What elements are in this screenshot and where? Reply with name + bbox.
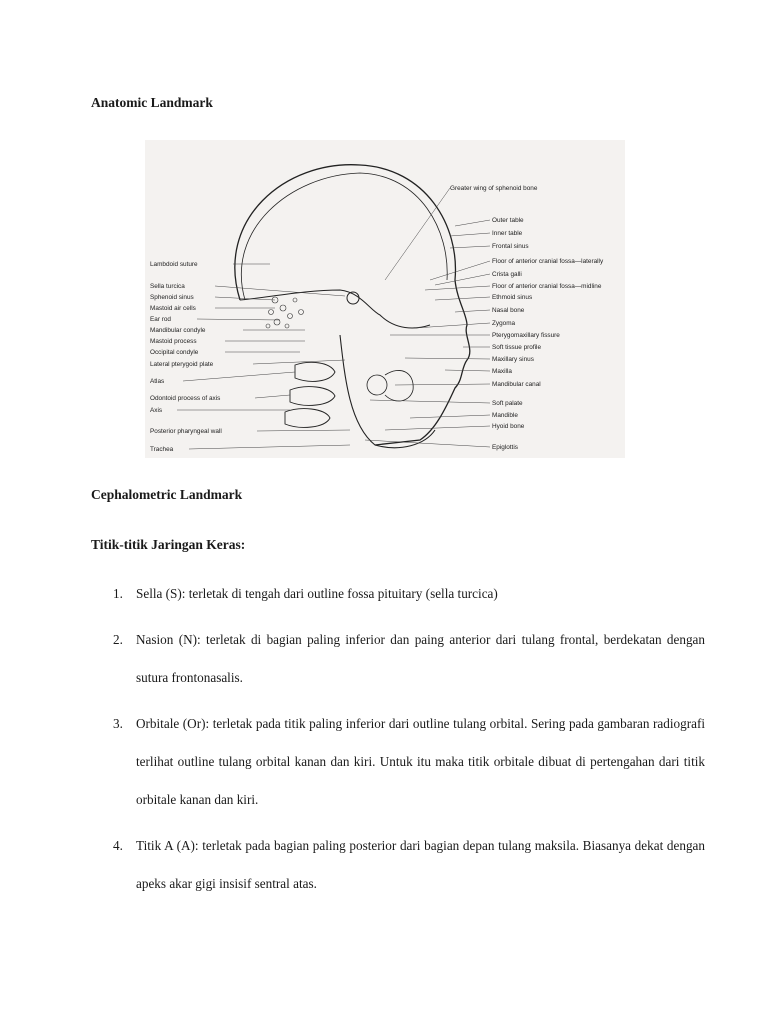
figure-label: Inner table (492, 230, 523, 237)
figure-label: Trachea (150, 446, 174, 453)
figure-label: Greater wing of sphenoid bone (450, 185, 538, 192)
figure-label: Outer table (492, 217, 524, 224)
figure-label: Nasal bone (492, 307, 525, 314)
list-number: 1. (113, 586, 123, 601)
landmark-list (113, 575, 705, 903)
figure-label: Posterior pharyngeal wall (150, 428, 222, 435)
list-item (113, 621, 705, 697)
list-text: Orbitale (Or): terletak pada titik paling inferior dari outline tulang orbital. Sering pada gambaran radiografi terlihat outline tulang orbital kanan dan kiri. Untuk itu maka titik orbitale dibuat di pertengahan dari titik orbitale kanan dan kiri. (136, 716, 705, 807)
list-text: Sella (S): terletak di tengah dari outline fossa pituitary (sella turcica) (136, 586, 498, 601)
figure-label: Atlas (150, 378, 165, 385)
list-item (113, 705, 705, 819)
list-item (113, 827, 705, 903)
list-number: 4. (113, 838, 123, 853)
figure-label: Epiglottis (492, 444, 518, 451)
figure-label: Ethmoid sinus (492, 294, 533, 301)
list-number: 2. (113, 632, 123, 647)
figure-label: Hyoid bone (492, 423, 525, 430)
list-item (113, 575, 705, 613)
figure-label: Soft palate (492, 400, 523, 407)
figure-label: Axis (150, 407, 163, 414)
list-number: 3. (113, 716, 123, 731)
figure-label: Frontal sinus (492, 243, 529, 250)
figure-label: Lambdoid suture (150, 261, 198, 268)
figure-label: Soft tissue profile (492, 344, 542, 351)
list-text: Titik A (A): terletak pada bagian paling posterior dari bagian depan tulang maksila. Biasanya dekat dengan apeks akar gigi insisif sentral atas. (136, 838, 705, 891)
figure-label: Mastoid process (150, 338, 197, 345)
figure-label: Mastoid air cells (150, 305, 196, 312)
figure-label: Pterygomaxillary fissure (492, 332, 560, 339)
figure-label: Ear rod (150, 316, 171, 323)
right-labels (450, 185, 604, 451)
heading-cephalometric-landmark: Cephalometric Landmark (91, 487, 243, 502)
heading-anatomic-landmark: Anatomic Landmark (91, 95, 213, 110)
figure-label: Maxillary sinus (492, 356, 534, 363)
figure-label: Sphenoid sinus (150, 294, 194, 301)
figure-label: Crista galli (492, 271, 522, 278)
figure-label: Floor of anterior cranial fossa—midline (492, 283, 602, 290)
left-labels (150, 261, 222, 453)
skull-illustration (145, 140, 625, 458)
figure-label: Mandibular condyle (150, 327, 206, 334)
skull-diagram (145, 140, 625, 458)
figure-label: Lateral pterygoid plate (150, 361, 214, 368)
figure-label: Floor of anterior cranial fossa—laterally (492, 258, 604, 265)
figure-label: Zygoma (492, 320, 516, 327)
figure-label: Maxilla (492, 368, 512, 375)
figure-label: Sella turcica (150, 283, 185, 290)
figure-label: Odontoid process of axis (150, 395, 221, 402)
list-text: Nasion (N): terletak di bagian paling inferior dan paing anterior dari tulang frontal, berdekatan dengan sutura frontonasalis. (136, 632, 705, 685)
figure-label: Occipital condyle (150, 349, 199, 356)
heading-hard-tissue-points: Titik-titik Jaringan Keras: (91, 537, 246, 552)
figure-label: Mandible (492, 412, 518, 419)
figure-label: Mandibular canal (492, 381, 541, 388)
